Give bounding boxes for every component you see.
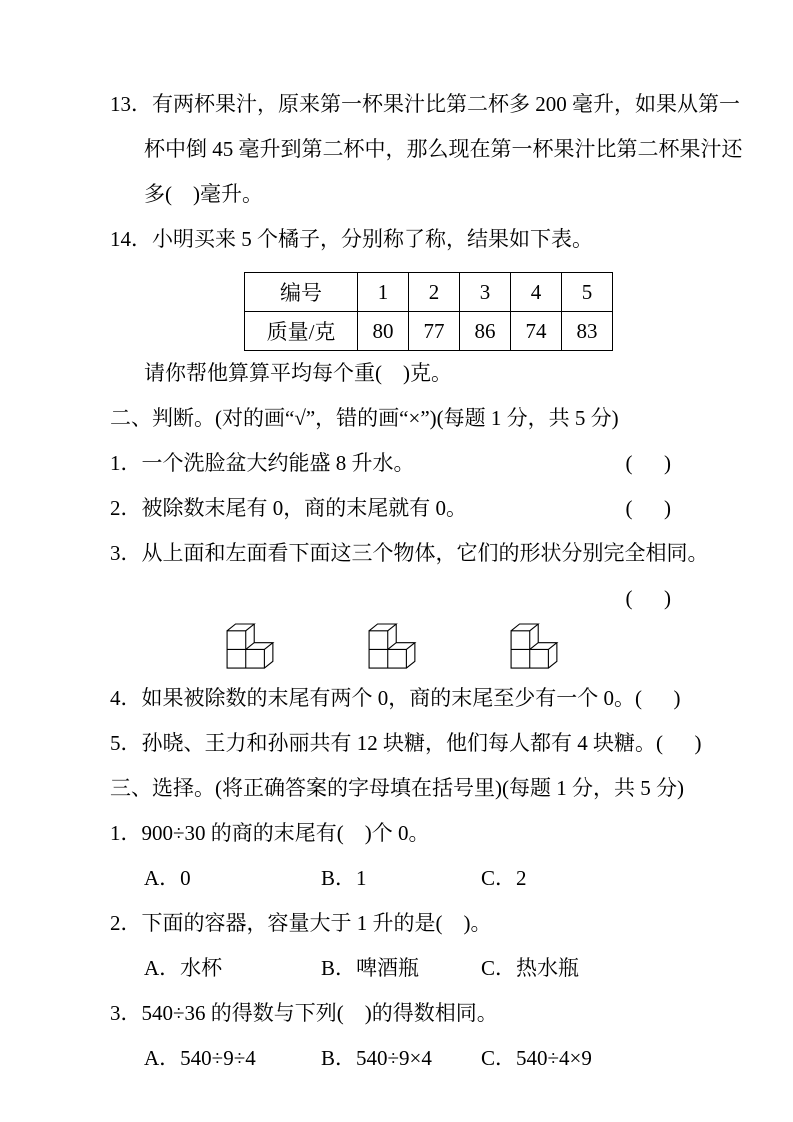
section-3-title: 三、选择。(将正确答案的字母填在括号里)(每题 1 分，共 5 分) [110, 776, 684, 800]
answer-bracket: ( ) [656, 731, 702, 755]
section-2-title: 二、判断。(对的画“√”，错的画“×”)(每题 1 分，共 5 分) [110, 406, 619, 430]
table-cell: 5 [562, 273, 613, 312]
answer-bracket: ( ) [625, 451, 671, 475]
judge-item-2-text: 2．被除数末尾有 0，商的末尾就有 0。 [110, 496, 467, 520]
judge-item-1 [110, 451, 671, 476]
judge-item-1-text: 1．一个洗脸盆大约能盛 8 升水。 [110, 451, 415, 475]
question-14-line-2: 请你帮他算算平均每个重( )克。 [144, 361, 452, 385]
judge-item-3-bracket-line [110, 586, 671, 611]
table-cell: 74 [511, 312, 562, 351]
table-cell: 2 [409, 273, 460, 312]
option-b: B．1 [321, 866, 367, 890]
option-c: C．热水瓶 [481, 956, 580, 980]
answer-bracket: ( ) [625, 496, 671, 520]
choice-item-3-options [110, 1046, 671, 1071]
table-row-number [245, 273, 613, 312]
question-14-line-1 [110, 227, 671, 252]
question-13-line-3: 多( )毫升。 [144, 182, 263, 206]
choice-item-2-options [110, 956, 671, 981]
table-cell-row2-header: 质量/克 [245, 312, 358, 351]
table-cell: 1 [358, 273, 409, 312]
option-b: B．540÷9×4 [321, 1046, 432, 1070]
option-a: A．0 [144, 866, 191, 890]
table-row-weight [245, 312, 613, 351]
choice-item-3-text: 3．540÷36 的得数与下列( )的得数相同。 [110, 1001, 498, 1025]
judge-item-3-text: 3．从上面和左面看下面这三个物体，它们的形状分别完全相同。 [110, 541, 709, 565]
judge-item-4 [110, 686, 681, 711]
table-cell: 3 [460, 273, 511, 312]
question-13-line-2: 杯中倒 45 毫升到第二杯中，那么现在第一杯果汁比第二杯果汁还 [144, 137, 743, 161]
table-cell: 83 [562, 312, 613, 351]
table-cell: 86 [460, 312, 511, 351]
cube-figure-2-icon [364, 617, 442, 670]
cube-figure-1-icon [222, 617, 300, 670]
question-13-line-1 [110, 92, 740, 117]
choice-item-1-text: 1．900÷30 的商的末尾有( )个 0。 [110, 821, 430, 845]
cube-figure-3-icon [506, 617, 584, 670]
answer-bracket: ( ) [625, 586, 671, 610]
question-14-text: 小明买来 5 个橘子，分别称了称，结果如下表。 [152, 227, 593, 251]
choice-item-2-text: 2．下面的容器，容量大于 1 升的是( )。 [110, 911, 492, 935]
answer-bracket: ( ) [635, 686, 681, 710]
judge-item-5 [110, 731, 702, 756]
orange-weight-table [244, 272, 613, 351]
table-cell: 77 [409, 312, 460, 351]
option-a: A．水杯 [144, 956, 223, 980]
table-cell: 4 [511, 273, 562, 312]
judge-item-2 [110, 496, 671, 521]
option-c: C．2 [481, 866, 527, 890]
table-cell: 80 [358, 312, 409, 351]
cube-figures-row [110, 617, 671, 670]
question-13-text: 有两杯果汁，原来第一杯果汁比第二杯多 200 毫升，如果从第一 [152, 92, 740, 116]
judge-item-4-text: 4．如果被除数的末尾有两个 0，商的末尾至少有一个 0。 [110, 686, 635, 710]
question-13-number: 13． [110, 92, 152, 116]
option-a: A．540÷9÷4 [144, 1046, 256, 1070]
question-14-number: 14． [110, 227, 152, 251]
table-cell-row1-header: 编号 [245, 273, 358, 312]
judge-item-5-text: 5．孙晓、王力和孙丽共有 12 块糖，他们每人都有 4 块糖。 [110, 731, 656, 755]
option-b: B．啤酒瓶 [321, 956, 420, 980]
choice-item-1-options [110, 866, 671, 891]
option-c: C．540÷4×9 [481, 1046, 592, 1070]
